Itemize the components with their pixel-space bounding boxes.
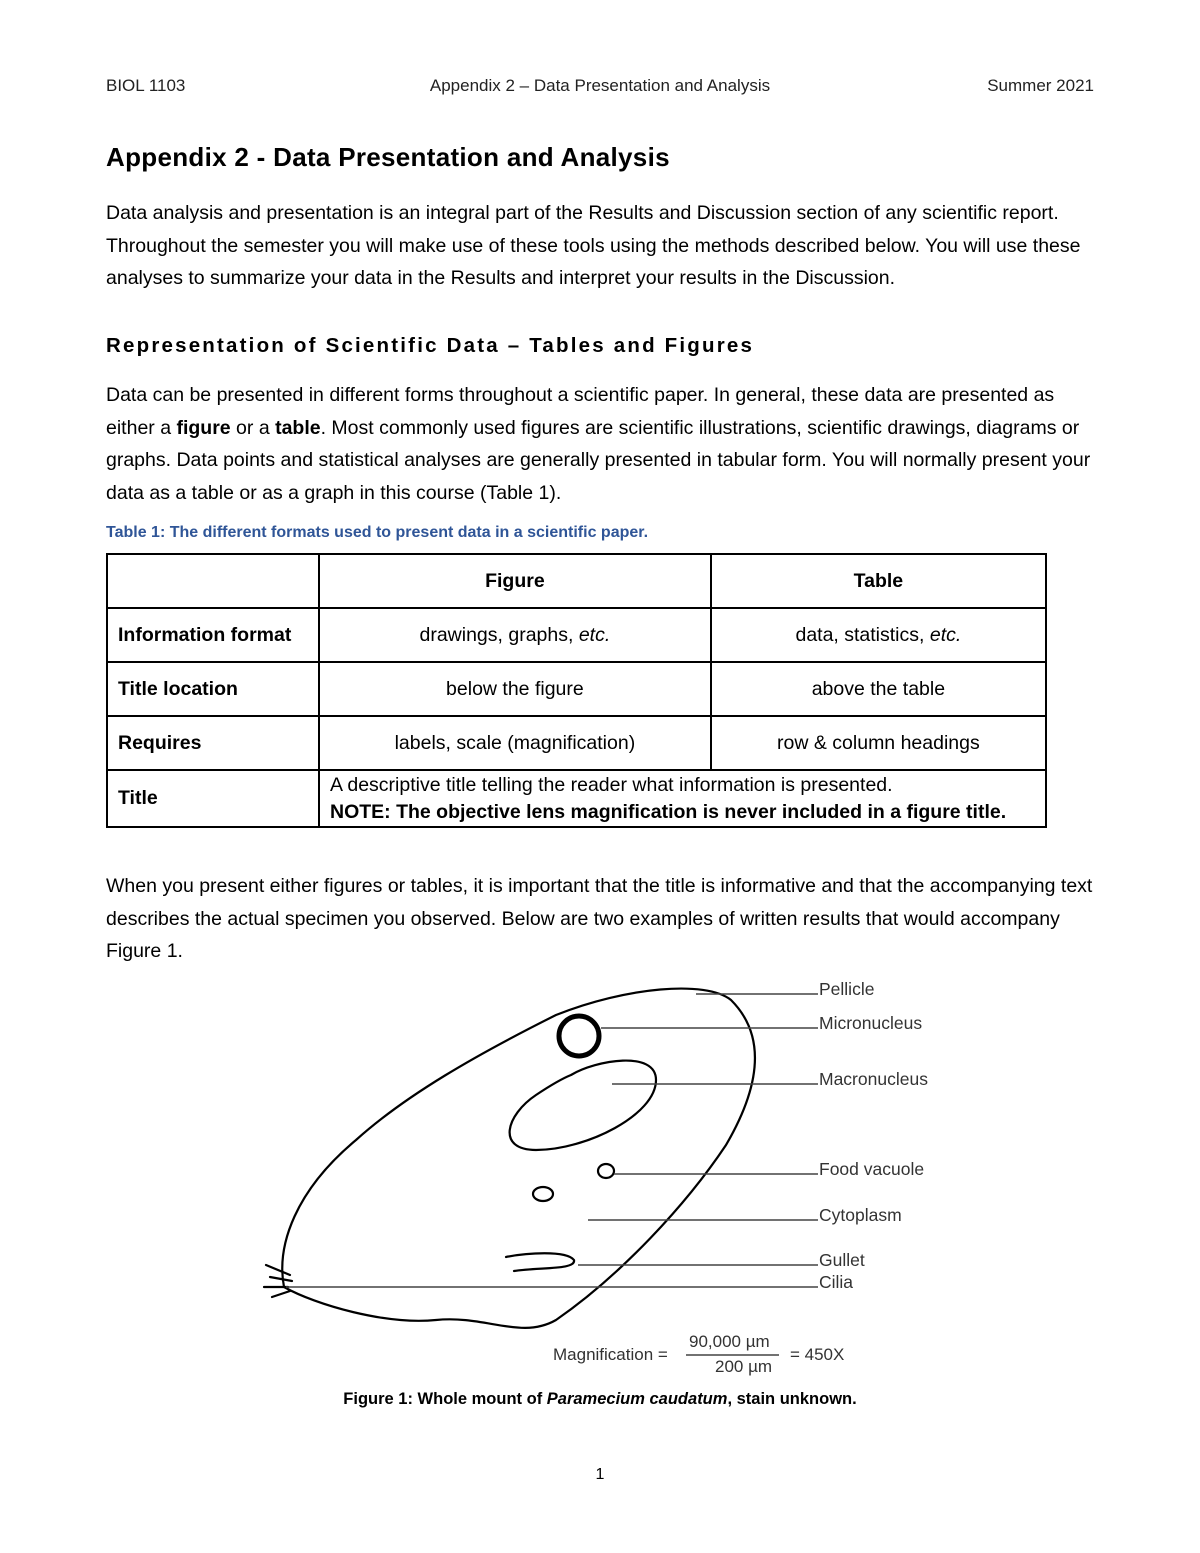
- title-description: A descriptive title telling the reader what information is presented.: [330, 773, 893, 796]
- table-row-title: [107, 770, 1046, 827]
- label-pellicle: Pellicle: [819, 979, 875, 999]
- header-title: Appendix 2 – Data Presentation and Analysis: [429, 76, 771, 95]
- figure-caption: [0, 1390, 1200, 1409]
- cell-table: row & column headings: [711, 716, 1046, 770]
- cell-table: [711, 608, 1046, 662]
- cell-text: data, statistics,: [795, 623, 930, 646]
- label-cytoplasm: Cytoplasm: [819, 1205, 902, 1225]
- figure-caption-prefix: Figure 1: Whole mount of: [343, 1390, 547, 1408]
- cell-em: etc.: [578, 623, 611, 646]
- macronucleus-shape: [510, 1061, 656, 1150]
- page-header: [106, 76, 1094, 98]
- figure-caption-suffix: , stain unknown.: [727, 1390, 857, 1408]
- magnification-numerator: 90,000 µm: [689, 1332, 770, 1351]
- header-course: BIOL 1103: [106, 76, 186, 95]
- cell-outline: [282, 989, 755, 1328]
- figure-caption-species: Paramecium caudatum: [546, 1390, 728, 1408]
- label-micronucleus: Micronucleus: [819, 1013, 923, 1033]
- label-food-vacuole: Food vacuole: [819, 1159, 925, 1179]
- section-heading: Representation of Scientific Data – Tables and Figures: [106, 334, 755, 357]
- results-paragraph: When you present either figures or tables, it is important that the title is informative and that the accompanying text describes the actual specimen you observed. Below are two examples of written results that would accompany Figure 1.: [106, 875, 1093, 963]
- paramecium-drawing: [256, 975, 956, 1385]
- formats-table: [106, 553, 1047, 828]
- intro-paragraph: Data analysis and presentation is an integral part of the Results and Discussion section of any scientific report. Throughout the semester you will make use of these tools using the methods described below. You will use these analyses to summarize your data in the Results and interpret your results in the Discussion.: [106, 202, 1081, 290]
- label-cilia: Cilia: [819, 1272, 854, 1292]
- table-row: [107, 716, 1046, 770]
- micronucleus-shape: [559, 1016, 599, 1056]
- section-text-2: . Most commonly used figures are scientific illustrations, scientific drawings, diagrams or graphs. Data points and statistical analyses are generally presented in tabular form. You will normally present your data as a table or as a graph in this course (Table 1).: [106, 416, 1091, 505]
- label-gullet: Gullet: [819, 1250, 865, 1270]
- cell-text: drawings, graphs,: [419, 623, 579, 646]
- cell-figure: below the figure: [319, 662, 711, 716]
- magnification-result: = 450X: [790, 1345, 845, 1364]
- header-figure: Figure: [319, 554, 711, 608]
- label-macronucleus: Macronucleus: [819, 1069, 928, 1089]
- cell-table: above the table: [711, 662, 1046, 716]
- page-title: Appendix 2 - Data Presentation and Analysis: [106, 142, 670, 172]
- page-number: 1: [595, 1466, 605, 1483]
- section-text-1: Data can be presented in different forms throughout a scientific paper. In general, these data are presented as either a: [106, 384, 1055, 439]
- vacuole-shape: [533, 1187, 553, 1201]
- magnification-label: Magnification =: [553, 1345, 668, 1364]
- row-label: Title location: [107, 662, 319, 716]
- cell-em: etc.: [929, 623, 962, 646]
- section-paragraph: [106, 379, 1096, 510]
- cilia-shape: [264, 1265, 292, 1297]
- row-label: Title: [107, 770, 319, 827]
- header-corner-cell: [107, 554, 319, 608]
- table-row: [107, 662, 1046, 716]
- cell-figure: [319, 608, 711, 662]
- header-table: Table: [711, 554, 1046, 608]
- cell-figure: labels, scale (magnification): [319, 716, 711, 770]
- figure-word: figure: [176, 416, 231, 439]
- row-label: Requires: [107, 716, 319, 770]
- title-description-cell: [319, 770, 1046, 827]
- title-note: NOTE: The objective lens magnification is never included in a figure title.: [330, 800, 1007, 823]
- table-caption: Table 1: The different formats used to present data in a scientific paper.: [106, 524, 649, 541]
- row-label: Information format: [107, 608, 319, 662]
- header-term: Summer 2021: [987, 76, 1094, 95]
- section-text-or: or a: [230, 416, 276, 439]
- table-header-row: [107, 554, 1046, 608]
- table-word: table: [275, 416, 321, 439]
- table-row: [107, 608, 1046, 662]
- food-vacuole-shape: [598, 1164, 614, 1178]
- magnification-denominator: 200 µm: [715, 1357, 773, 1376]
- gullet-shape: [506, 1253, 574, 1271]
